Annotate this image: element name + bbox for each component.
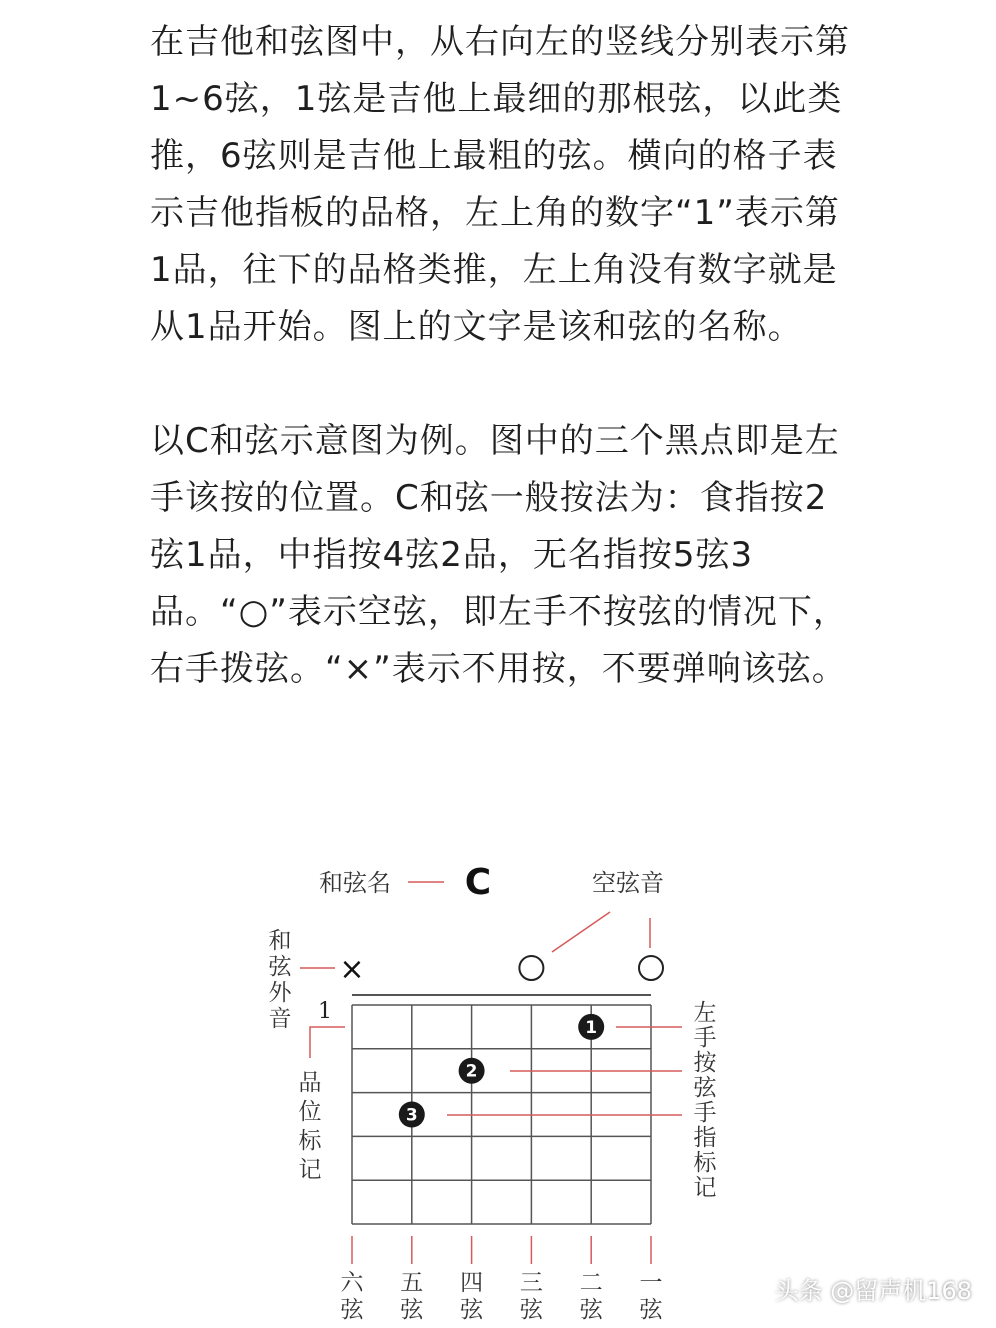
string-names: [341, 1236, 664, 1323]
open-string-circle-1: [639, 956, 663, 980]
string-name-6-char-1: 弦: [340, 1297, 364, 1323]
string-name-3-char-1: 弦: [519, 1297, 543, 1323]
string-name-5-char-1: 弦: [400, 1297, 424, 1323]
open-string-label: 空弦音: [592, 869, 664, 897]
finger-mark-label-char-0: 左: [693, 1000, 717, 1026]
fret-marker-label: [299, 1070, 323, 1183]
finger-mark-label-char-5: 指: [693, 1125, 717, 1151]
string-name-4-char-1: 弦: [460, 1297, 484, 1323]
fret-marker-label-char-0: 品: [298, 1070, 322, 1096]
fret-marker-label-char-2: 标: [298, 1128, 322, 1154]
muted-note-label-char-2: 外: [268, 980, 292, 1006]
paragraph-c-chord-example: 以C和弦示意图为例。图中的三个黑点即是左手该按的位置。C和弦一般按法为：食指按2弦1品，中指按4弦2品，无名指按5弦3品。“○”表示空弦，即左手不按弦的情况下，右手拨弦。“×”表示不用按，不要弹响该弦。: [150, 421, 848, 689]
string-name-5-char-0: 五: [400, 1270, 424, 1296]
finger-mark-label-char-4: 手: [693, 1100, 717, 1126]
finger-mark-label-char-7: 记: [693, 1175, 717, 1201]
finger-mark-label-char-6: 标: [693, 1150, 717, 1176]
muted-note-label-char-0: 和: [268, 928, 292, 954]
string-name-1-char-0: 一: [639, 1270, 663, 1296]
fret-marker-label-char-1: 位: [298, 1099, 322, 1125]
finger-mark-label: [694, 1000, 718, 1201]
finger-number-2: 2: [465, 1061, 478, 1082]
finger-mark-label-char-1: 手: [693, 1025, 717, 1051]
string-name-4-char-0: 四: [460, 1270, 484, 1296]
chord-name: C: [464, 862, 492, 903]
finger-number-3: 3: [405, 1105, 418, 1126]
string-name-6-char-0: 六: [340, 1270, 364, 1296]
finger-number-1: 1: [585, 1017, 598, 1038]
muted-note-label-char-3: 音: [268, 1006, 292, 1032]
open-string-leader-3: [552, 912, 610, 952]
fret-marker-label-char-3: 记: [298, 1157, 322, 1183]
fret-marker-leader: [310, 1027, 345, 1058]
finger-mark-label-char-2: 按: [693, 1050, 717, 1076]
string-name-2-char-0: 二: [579, 1270, 603, 1296]
paragraph-chord-diagram-explanation: 在吉他和弦图中，从右向左的竖线分别表示第1~6弦，1弦是吉他上最细的那根弦，以此类推，6弦则是吉他上最粗的弦。横向的格子表示吉他指板的品格，左上角的数字“1”表示第1品，往下的品格类推，左上角没有数字就是从1品开始。图上的文字是该和弦的名称。: [150, 22, 850, 347]
muted-string-x-6: ×: [339, 952, 365, 987]
open-string-circle-3: [519, 956, 543, 980]
muted-note-label: [269, 928, 293, 1032]
string-markers: [339, 952, 663, 987]
muted-note-label-char-1: 弦: [268, 954, 292, 980]
chord-name-label: 和弦名: [319, 869, 391, 897]
finger-mark-label-char-3: 弦: [693, 1075, 717, 1101]
string-name-2-char-1: 弦: [579, 1297, 603, 1323]
watermark: 头条 @留声机168: [774, 1277, 972, 1305]
fret-number: 1: [318, 999, 332, 1024]
string-name-3-char-0: 三: [519, 1270, 543, 1296]
string-name-1-char-1: 弦: [639, 1297, 663, 1323]
